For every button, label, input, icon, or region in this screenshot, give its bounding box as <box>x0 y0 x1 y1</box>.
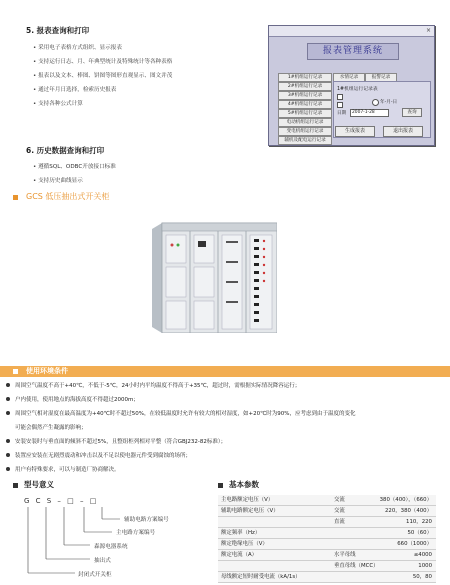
panel-label: 1#机组运行记录表 <box>337 87 378 92</box>
bullet-dot <box>6 453 10 457</box>
param-name: 主电路额定电压（V） <box>221 497 274 503</box>
table-row <box>218 517 436 528</box>
tab-unit2[interactable]: 2#机组运行记录 <box>278 82 332 91</box>
param-value: 50，80 <box>412 574 432 580</box>
tab-alarm[interactable]: 报警记录 <box>365 73 397 82</box>
tab-motor[interactable]: 电动机组运行记录 <box>278 118 332 127</box>
bullet-dot <box>6 467 10 471</box>
env-item: 用户有特殊要求，可以与制造厂协商解决。 <box>15 467 120 473</box>
model-label-aux: 辅助电路方案编号 <box>124 517 169 523</box>
model-code: G C S – □ – □ <box>24 497 99 505</box>
model-title: 型号意义 <box>24 480 54 489</box>
report-bullet: • 支持运行日志、月、年典型统计及特殊统计等各种表格 <box>33 59 173 65</box>
history-bullet: • 支持历史曲线显示 <box>33 178 83 184</box>
exit-report-button[interactable]: 退出报表 <box>383 126 423 137</box>
param-name: 额定绝缘电压（V） <box>221 541 268 547</box>
tab-transformer[interactable]: 变电机组运行记录 <box>278 127 332 136</box>
param-name: 辅助电路额定电压（V） <box>221 508 279 514</box>
param-value: 110，220 <box>406 519 432 525</box>
env-title: 使用环境条件 <box>26 367 68 375</box>
date-input[interactable]: 2007-1-28 <box>350 109 389 117</box>
report-bullet: • 采用电子表格方式组织、显示报表 <box>33 45 122 51</box>
model-label-system: 森源电器系统 <box>94 544 128 550</box>
table-row <box>218 506 436 517</box>
param-name: 额定频率（Hz） <box>221 530 261 536</box>
switchgear-cabinet-image <box>152 221 277 333</box>
report-section-title: 5. 报表查询和打印 <box>26 26 90 35</box>
bullet-dot <box>6 397 10 401</box>
model-label-main: 主电路方案编号 <box>116 530 156 536</box>
section-square <box>218 483 223 488</box>
table-row <box>218 550 436 561</box>
date-label: 日期 <box>337 111 347 116</box>
section-square <box>13 483 18 488</box>
table-row <box>218 572 436 583</box>
param-value: 660（1000） <box>397 541 432 547</box>
query-button[interactable]: 查询 <box>402 108 422 117</box>
param-name: 额定电流（A） <box>221 552 258 558</box>
checkbox[interactable] <box>337 102 343 108</box>
window-titlebar <box>269 26 434 37</box>
env-item: 装置应安装在无剧烈震动和冲击以及不足以使电器元件受到腐蚀的场所； <box>15 453 192 459</box>
env-item: 户内使用，使用地点的海拔高度不得超过2000m； <box>15 397 139 403</box>
model-label-enclosed: 封闭式开关柜 <box>78 572 112 578</box>
param-value: 380（400），（660） <box>379 497 432 503</box>
history-bullet: • 遵循SQL、ODBC开放接口标准 <box>33 164 116 170</box>
date-radio[interactable] <box>372 99 379 106</box>
model-label-drawout: 抽出式 <box>94 558 111 564</box>
bullet-dot <box>6 411 10 415</box>
checkbox[interactable] <box>337 94 343 100</box>
param-sub: 交流 <box>334 508 345 514</box>
bar-square <box>13 369 18 374</box>
env-item: 周围空气温度不高于+40℃，不低于-5℃，24小时内平均温度不得高于+35℃，超过时，需根据实际情况降容运行； <box>15 383 301 389</box>
bullet-dot <box>6 383 10 387</box>
params-title: 基本参数 <box>229 480 259 489</box>
table-row <box>218 561 436 572</box>
table-row <box>218 495 436 506</box>
param-value: 1000 <box>418 563 432 569</box>
params-table <box>218 495 436 583</box>
radio-label: 年-月-日 <box>380 100 398 105</box>
report-bullet: • 支持各种公式计算 <box>33 101 83 107</box>
tab-unit1[interactable]: 1#机组运行记录 <box>278 73 332 82</box>
param-value: 220，380（400） <box>384 508 432 514</box>
param-value: ≤4000 <box>413 552 432 558</box>
report-system-window <box>268 25 435 146</box>
param-sub: 垂直母线（MCC） <box>334 563 379 569</box>
history-section-title: 6. 历史数据查询和打印 <box>26 146 105 155</box>
param-sub: 交流 <box>334 497 345 503</box>
param-sub: 水平母线 <box>334 552 356 558</box>
product-title: GCS 低压抽出式开关柜 <box>26 192 110 201</box>
param-sub: 直流 <box>334 519 345 525</box>
tab-unit3[interactable]: 3#机组运行记录 <box>278 91 332 100</box>
env-item: 周围空气相对湿度在最高温度为+40℃时不超过50%，在较低温度时允许有较大的相对湿度，如+20℃时为90%，应考虑到由于温度的变化 <box>15 411 356 417</box>
tab-aux[interactable]: 辅机及配电运行记录 <box>278 136 332 145</box>
tab-water[interactable]: 水情记录 <box>333 73 365 82</box>
param-name: 母线额定短时耐受电流（kA/1s） <box>221 574 301 580</box>
table-row <box>218 528 436 539</box>
tab-unit5[interactable]: 5#机组运行记录 <box>278 109 332 118</box>
close-icon[interactable]: × <box>425 27 431 34</box>
generate-report-button[interactable]: 生成报表 <box>335 126 375 137</box>
env-item: 可能会偶然产生凝露的影响； <box>15 425 87 431</box>
report-bullet: • 报表以及文本、棒图、饼图等图形直观显示、图文并茂 <box>33 73 173 79</box>
env-item: 安装安装时与垂直面的倾斜不超过5%，且整组柜列相对平整（符合GBJ232-82标准）； <box>15 439 227 445</box>
table-row <box>218 539 436 550</box>
window-heading: 报表管理系统 <box>307 43 399 60</box>
orange-square <box>13 195 18 200</box>
report-bullet: • 通过年月日选择，检索历史报表 <box>33 87 117 93</box>
param-value: 50（60） <box>407 530 432 536</box>
tab-unit4[interactable]: 4#机组运行记录 <box>278 100 332 109</box>
bullet-dot <box>6 439 10 443</box>
